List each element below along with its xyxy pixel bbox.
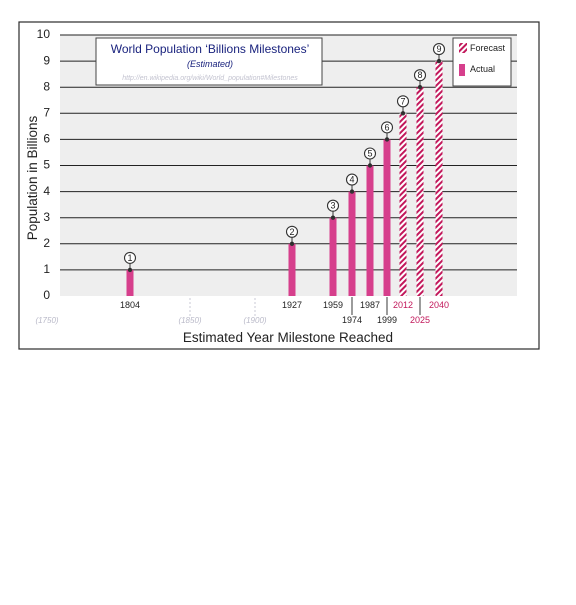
legend (453, 38, 511, 86)
year-label: 1987 (359, 300, 381, 310)
title-box (96, 38, 322, 85)
milestone-marker-number: 6 (384, 122, 390, 133)
milestone-marker-number: 9 (436, 44, 442, 55)
x-axis-title: Estimated Year Milestone Reached (182, 330, 394, 345)
year-label: 1974 (341, 315, 363, 325)
y-tick-label: 8 (43, 79, 50, 94)
year-label: 2012 (392, 300, 414, 310)
legend-label-forecast: Forecast (470, 43, 506, 53)
year-label: 1804 (119, 300, 141, 310)
y-axis-title: Population in Billions (25, 115, 40, 241)
bar-forecast (400, 113, 407, 296)
y-tick-label: 6 (43, 131, 50, 146)
chart-title: World Population ‘Billions Milestones’ (110, 42, 310, 56)
bar-actual (127, 270, 134, 296)
legend-swatch-forecast (459, 43, 467, 53)
milestone-marker-number: 2 (289, 226, 295, 237)
bar-forecast (436, 61, 443, 296)
y-tick-label: 5 (43, 157, 50, 172)
bar-actual (367, 166, 374, 297)
bar-actual (289, 244, 296, 296)
milestone-marker-number: 8 (417, 70, 423, 81)
bar-actual (330, 218, 337, 296)
milestone-marker-number: 5 (367, 148, 373, 159)
year-label: 1999 (376, 315, 398, 325)
milestone-marker-number: 7 (400, 96, 406, 107)
year-label: 1959 (322, 300, 344, 310)
year-label: 2025 (409, 315, 431, 325)
year-label: 2040 (428, 300, 450, 310)
bar-actual (384, 139, 391, 296)
chart-subtitle: (Estimated) (186, 59, 234, 69)
y-tick-label: 1 (43, 262, 50, 277)
y-tick-label: 0 (43, 288, 50, 303)
y-tick-label: 10 (36, 27, 50, 42)
milestone-marker-number: 3 (330, 200, 336, 211)
reference-year-label: (1750) (35, 316, 59, 325)
y-tick-label: 9 (43, 53, 50, 68)
y-tick-label: 3 (43, 209, 50, 224)
reference-year-label: (1850) (178, 316, 202, 325)
bar-actual (349, 192, 356, 296)
source-url: http://en.wikipedia.org/wiki/World_population#Milestones (122, 75, 298, 82)
reference-year-label: (1900) (243, 316, 267, 325)
y-tick-label: 4 (43, 183, 50, 198)
milestone-marker-number: 1 (127, 252, 133, 263)
legend-swatch-actual (459, 64, 465, 76)
legend-label-actual: Actual (470, 64, 496, 74)
y-tick-label: 2 (43, 235, 50, 250)
milestone-marker-number: 4 (349, 174, 355, 185)
year-label: 1927 (281, 300, 303, 310)
bar-forecast (417, 87, 424, 296)
y-tick-label: 7 (43, 105, 50, 120)
